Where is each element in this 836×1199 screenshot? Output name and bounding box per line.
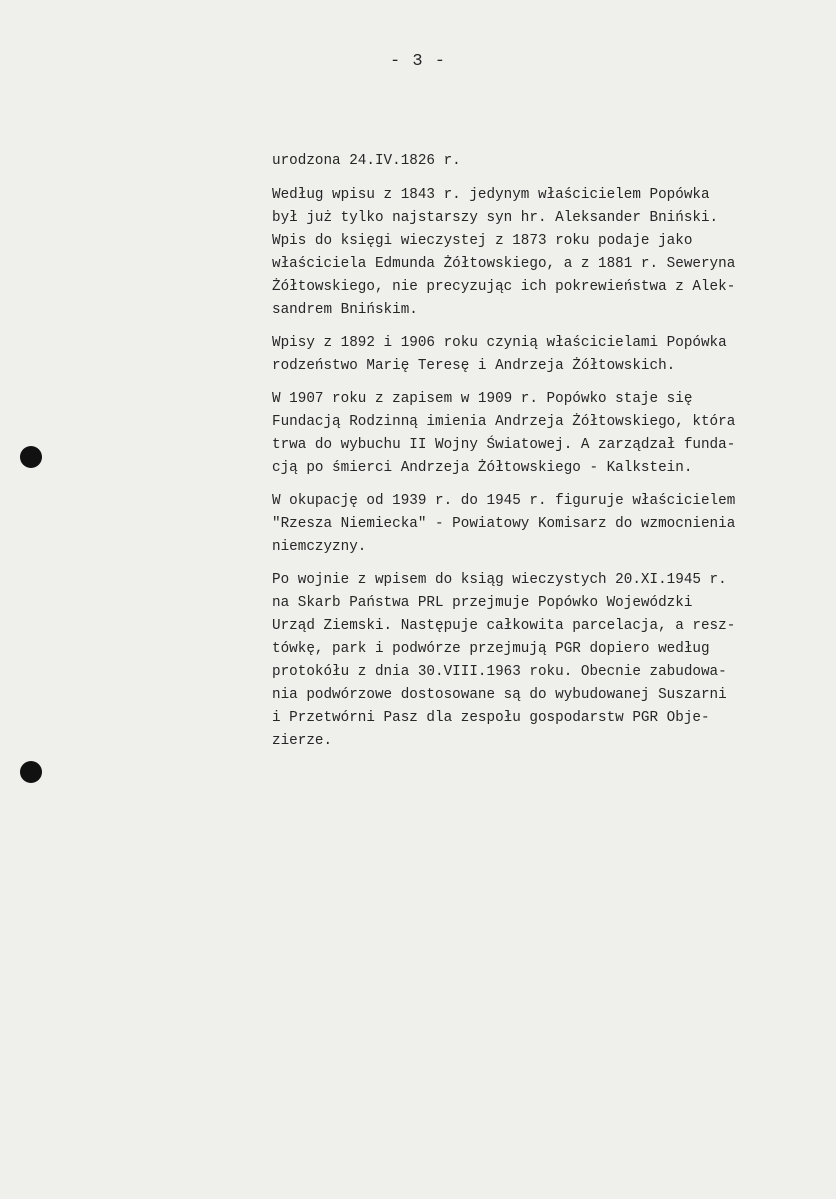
text-line: na Skarb Państwa PRL przejmuje Popówko Wojewódzki <box>272 595 693 611</box>
text-line: tówkę, park i podwórze przejmują PGR dopiero według <box>272 641 710 657</box>
punch-hole-bottom <box>20 761 42 783</box>
text-line: protokółu z dnia 30.VIII.1963 roku. Obecnie zabudowa- <box>272 664 727 680</box>
paragraph-2 <box>272 184 812 322</box>
punch-hole-top <box>20 446 42 468</box>
paragraph-3 <box>272 332 812 378</box>
text-line: trwa do wybuchu II Wojny Światowej. A zarządzał funda- <box>272 437 736 453</box>
text-line: rodzeństwo Marię Teresę i Andrzeja Żółtowskich. <box>272 358 676 374</box>
text-line: cją po śmierci Andrzeja Żółtowskiego - Kalkstein. <box>272 460 693 476</box>
text-line: niemczyzny. <box>272 539 367 555</box>
text-line: Po wojnie z wpisem do ksiąg wieczystych 20.XI.1945 r. <box>272 572 727 588</box>
text-line: Urząd Ziemski. Następuje całkowita parcelacja, a resz- <box>272 618 736 634</box>
paragraph-6 <box>272 569 812 753</box>
text-line: W okupację od 1939 r. do 1945 r. figuruje właścicielem <box>272 493 736 509</box>
text-line: zierze. <box>272 733 333 749</box>
text-line: właściciela Edmunda Żółtowskiego, a z 1881 r. Seweryna <box>272 256 736 272</box>
text-line: nia podwórzowe dostosowane są do wybudowanej Suszarni <box>272 687 727 703</box>
text-line: Żółtowskiego, nie precyzując ich pokrewieństwa z Alek- <box>272 279 736 295</box>
text-line: sandrem Bnińskim. <box>272 302 418 318</box>
text-line: W 1907 roku z zapisem w 1909 r. Popówko staje się <box>272 391 693 407</box>
text-line: Wpis do księgi wieczystej z 1873 roku podaje jako <box>272 233 693 249</box>
text-line: był już tylko najstarszy syn hr. Aleksander Bniński. <box>272 210 719 226</box>
text-line: urodzona 24.IV.1826 r. <box>272 153 461 169</box>
text-line: Wpisy z 1892 i 1906 roku czynią właścicielami Popówka <box>272 335 727 351</box>
page-number: - 3 - <box>389 52 446 71</box>
text-line: i Przetwórni Pasz dla zespołu gospodarstw PGR Obje- <box>272 710 710 726</box>
text-line: "Rzesza Niemiecka" - Powiatowy Komisarz do wzmocnienia <box>272 516 736 532</box>
paragraph-5 <box>272 490 812 559</box>
paragraph-1 <box>272 150 812 173</box>
text-line: Fundacją Rodzinną imienia Andrzeja Żółtowskiego, która <box>272 414 736 430</box>
body-text <box>272 150 812 763</box>
paragraph-4 <box>272 388 812 480</box>
text-line: Według wpisu z 1843 r. jedynym właścicielem Popówka <box>272 187 710 203</box>
